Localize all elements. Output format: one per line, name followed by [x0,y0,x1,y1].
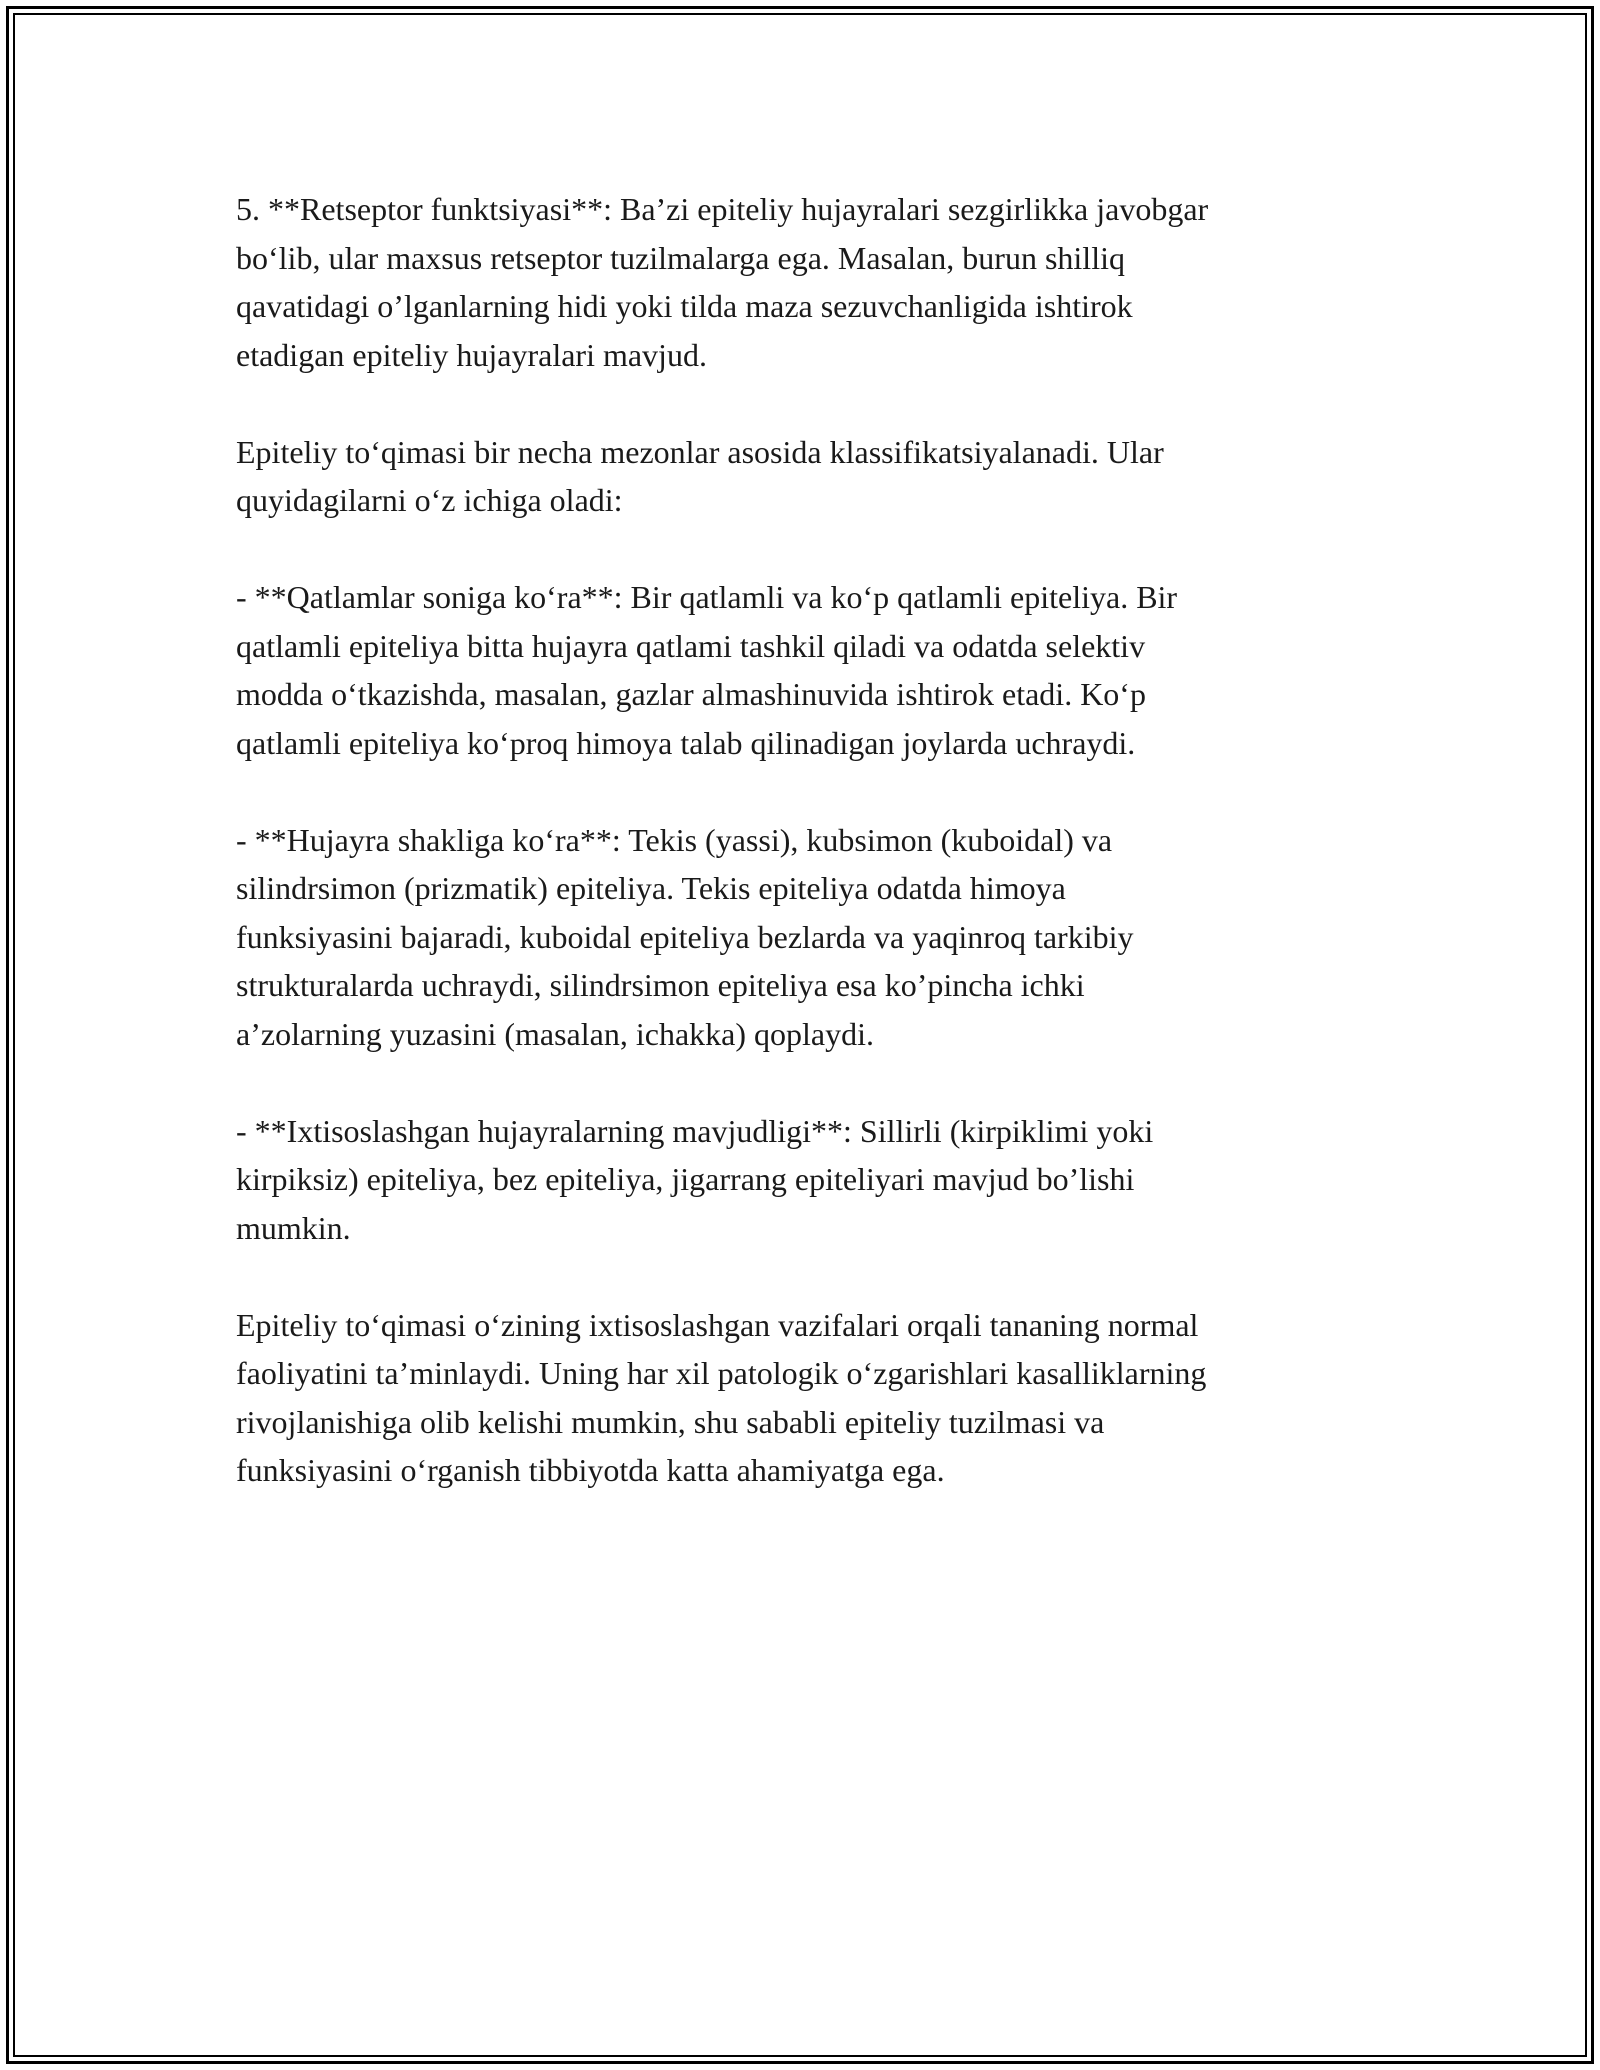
text-line: funksiyasini o‘rganish tibbiyotda katta ahamiyatga ega. [236,1452,945,1488]
text-line: rivojlanishiga olib kelishi mumkin, shu sababli epiteliy tuzilmasi va [236,1403,1105,1440]
text-line: - **Hujayra shakliga ko‘ra**: Tekis (yassi), kubsimon (kuboidal) va [236,821,1113,858]
paragraph-hujayra-shakliga [236,816,1366,1059]
paragraph-qatlamlar-soniga [236,573,1366,767]
text-line: - **Ixtisoslashgan hujayralarning mavjudligi**: Sillirli (kirpiklimi yoki [236,1112,1154,1149]
text-line: etadigan epiteliy hujayralari mavjud. [236,336,707,373]
text-line: modda o‘tkazishda, masalan, gazlar almashinuvida ishtirok etadi. Ko‘p [236,676,1146,712]
text-line: 5. **Retseptor funktsiyasi**: Ba’zi epiteliy hujayralari sezgirlikka javobgar [236,191,1209,227]
text-line: a’zolarning yuzasini (masalan, ichakka) qoplaydi. [236,1015,874,1052]
text-line: mumkin. [236,1209,351,1246]
document-body [236,185,1366,1495]
text-line: qatlamli epiteliya bitta hujayra qatlami tashkil qiladi va odatda selektiv [236,627,1146,664]
paragraph-retseptor-funktsiyasi [236,185,1366,379]
paragraph-xulosa [236,1301,1366,1495]
text-line: kirpiksiz) epiteliya, bez epiteliya, jigarrang epiteliyari mavjud bo’lishi [236,1161,1135,1197]
text-line: - **Qatlamlar soniga ko‘ra**: Bir qatlamli va ko‘p qatlamli epiteliya. Bir [236,579,1178,615]
paragraph-klassifikatsiya-intro [236,428,1366,525]
paragraph-ixtisoslashgan-hujayralar [236,1107,1366,1253]
text-line: faoliyatini ta’minlaydi. Uning har xil patologik o‘zgarishlari kasalliklarning [236,1355,1207,1391]
text-line: silindrsimon (prizmatik) epiteliya. Tekis epiteliya odatda himoya [236,870,1066,906]
text-line: strukturalarda uchraydi, silindrsimon epiteliya esa ko’pincha ichki [236,967,1085,1003]
text-line: funksiyasini bajaradi, kuboidal epiteliya bezlarda va yaqinroq tarkibiy [236,918,1134,955]
text-line: qavatidagi o’lganlarning hidi yoki tilda maza sezuvchanligida ishtirok [236,288,1133,324]
text-line: quyidagilarni o‘z ichiga oladi: [236,482,623,518]
text-line: Epiteliy to‘qimasi o‘zining ixtisoslashgan vazifalari orqali tananing normal [236,1306,1199,1343]
text-line: bo‘lib, ular maxsus retseptor tuzilmalarga ega. Masalan, burun shilliq [236,239,1125,276]
text-line: Epiteliy to‘qimasi bir necha mezonlar asosida klassifikatsiyalanadi. Ular [236,433,1164,470]
text-line: qatlamli epiteliya ko‘proq himoya talab qilinadigan joylarda uchraydi. [236,724,1136,761]
